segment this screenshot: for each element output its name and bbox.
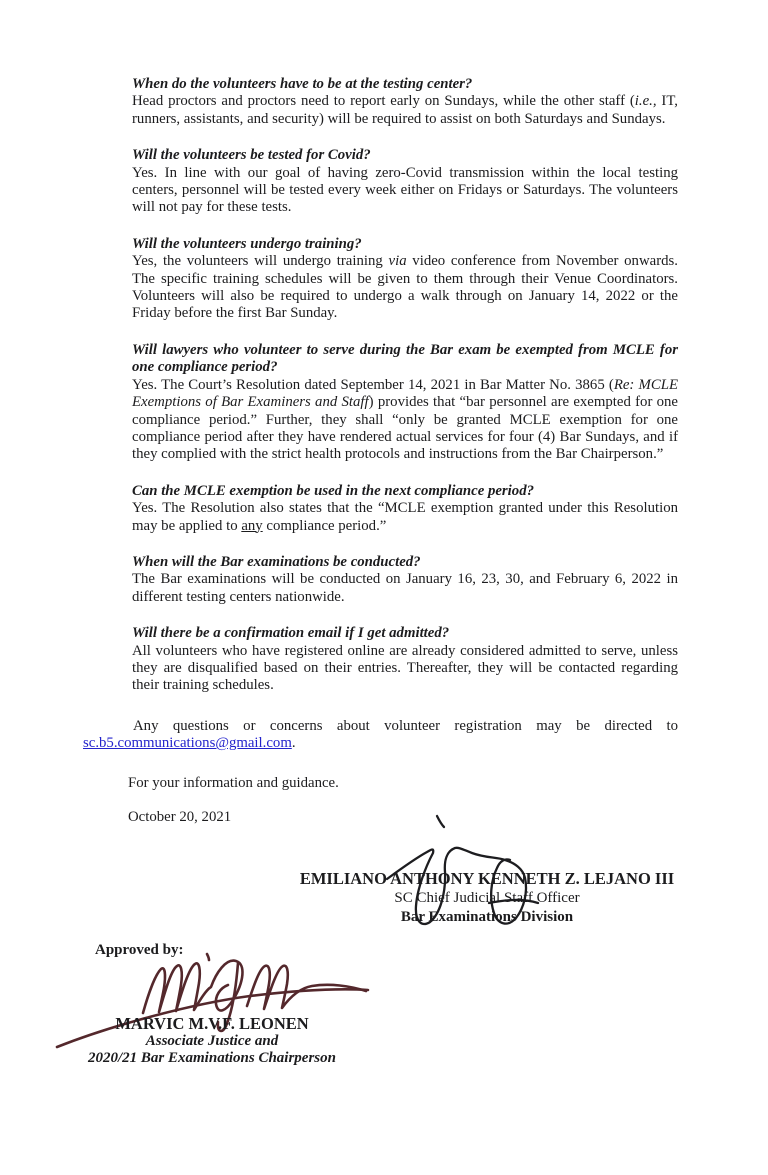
guidance-line: For your information and guidance.	[128, 774, 339, 791]
faq-item	[132, 76, 678, 128]
text-run: Any questions or concerns about volunteer registration may be directed to	[133, 717, 678, 734]
answer-paragraph	[132, 377, 678, 464]
text-run: Re: MCLE Exemptions of Bar Examiners and Staff	[132, 376, 678, 411]
contact-email-link[interactable]: sc.b5.communications@gmail.com	[83, 735, 292, 752]
answer-paragraph	[132, 643, 678, 695]
text-run: Yes. In line with our goal of having zero-Covid transmission within the local testing centers, personnel will be tested every week either on Fridays or Saturdays. The volunteers will not pay for these tests.	[132, 164, 678, 216]
question-heading: Will the volunteers be tested for Covid?	[132, 147, 371, 164]
chairperson-name: MARVIC M.V.F. LEONEN	[115, 1014, 309, 1033]
approved-by-label: Approved by:	[95, 942, 184, 958]
officer-division: Bar Examinations Division	[400, 909, 574, 925]
leonen-scrawl-2	[247, 966, 366, 1009]
question-heading: Will lawyers who volunteer to serve during the Bar exam be exempted from MCLE for one compliance period?	[132, 341, 678, 376]
answer-paragraph	[132, 500, 678, 535]
answer-paragraph	[132, 165, 678, 217]
chairperson-title: Associate Justice and	[145, 1032, 279, 1049]
faq-item	[132, 147, 678, 217]
faq-list	[83, 76, 678, 695]
chairperson-signature-block	[62, 1016, 362, 1066]
answer-paragraph	[132, 571, 678, 606]
text-run: IT, runners, assistants, and security) will be required to assist on both Saturdays and Sundays.	[132, 93, 678, 127]
text-run: via	[388, 253, 407, 270]
text-run: Yes. The Court’s Resolution dated September 14, 2021 in Bar Matter No. 3865 (	[132, 376, 614, 393]
text-run: ) provides that “bar personnel are exempted for one compliance period.” Further, they shall “only be granted MCLE exemption for one compliance period after they have rendered actual services for four (4) Bar Sundays, and if they complied with the strict health protocols and instructions from the Bar Chairperson.”	[132, 394, 678, 463]
question-heading: When do the volunteers have to be at the testing center?	[132, 76, 473, 92]
text-run: Yes, the volunteers will undergo training	[132, 253, 389, 270]
officer-signature-block	[287, 869, 687, 928]
text-run: compliance period.”	[262, 517, 387, 534]
faq-item	[132, 342, 678, 464]
contact-paragraph	[83, 718, 678, 753]
faq-item	[132, 483, 678, 535]
text-run: video conference from November onwards. The specific training schedules will be given to them through their Venue Coordinators. Volunteers will also be required to undergo a walk through on January 14, 2022 or the Friday before the first Bar Sunday.	[132, 253, 678, 322]
leonen-dot	[207, 954, 209, 960]
faq-item	[132, 554, 678, 606]
text-run: any	[241, 517, 263, 534]
question-heading: Will there be a confirmation email if I get admitted?	[132, 625, 450, 642]
text-run: Yes. The Resolution also states that the “MCLE exemption granted under this Resolution may be applied to	[132, 500, 678, 534]
question-heading: Will the volunteers undergo training?	[132, 235, 362, 252]
officer-title: SC Chief Judicial Staff Officer	[394, 889, 580, 906]
officer-name: EMILIANO ANTHONY KENNETH Z. LEJANO III	[299, 869, 675, 888]
answer-paragraph	[132, 253, 678, 323]
date-line: October 20, 2021	[128, 809, 232, 825]
leonen-scrawl-1	[143, 961, 242, 1013]
text-run: .	[291, 735, 296, 752]
text-run: All volunteers who have registered online are already considered admitted to serve, unless they are disqualified based on their entries. Thereafter, they will be contacted regarding their training schedules.	[132, 642, 678, 694]
answer-paragraph	[132, 93, 678, 128]
faq-item	[132, 625, 678, 695]
text-run: The Bar examinations will be conducted on January 16, 23, 30, and February 6, 2022 in different testing centers nationwide.	[132, 571, 678, 605]
chairperson-role: 2020/21 Bar Examinations Chairperson	[88, 1049, 336, 1066]
question-heading: Can the MCLE exemption be used in the next compliance period?	[132, 482, 534, 499]
text-run: Head proctors and proctors need to report early on Sundays, while the other staff (	[132, 93, 635, 110]
letter-body	[83, 76, 678, 826]
text-run: i.e.,	[634, 93, 657, 110]
faq-item	[132, 236, 678, 323]
question-heading: When will the Bar examinations be conducted?	[132, 553, 421, 570]
